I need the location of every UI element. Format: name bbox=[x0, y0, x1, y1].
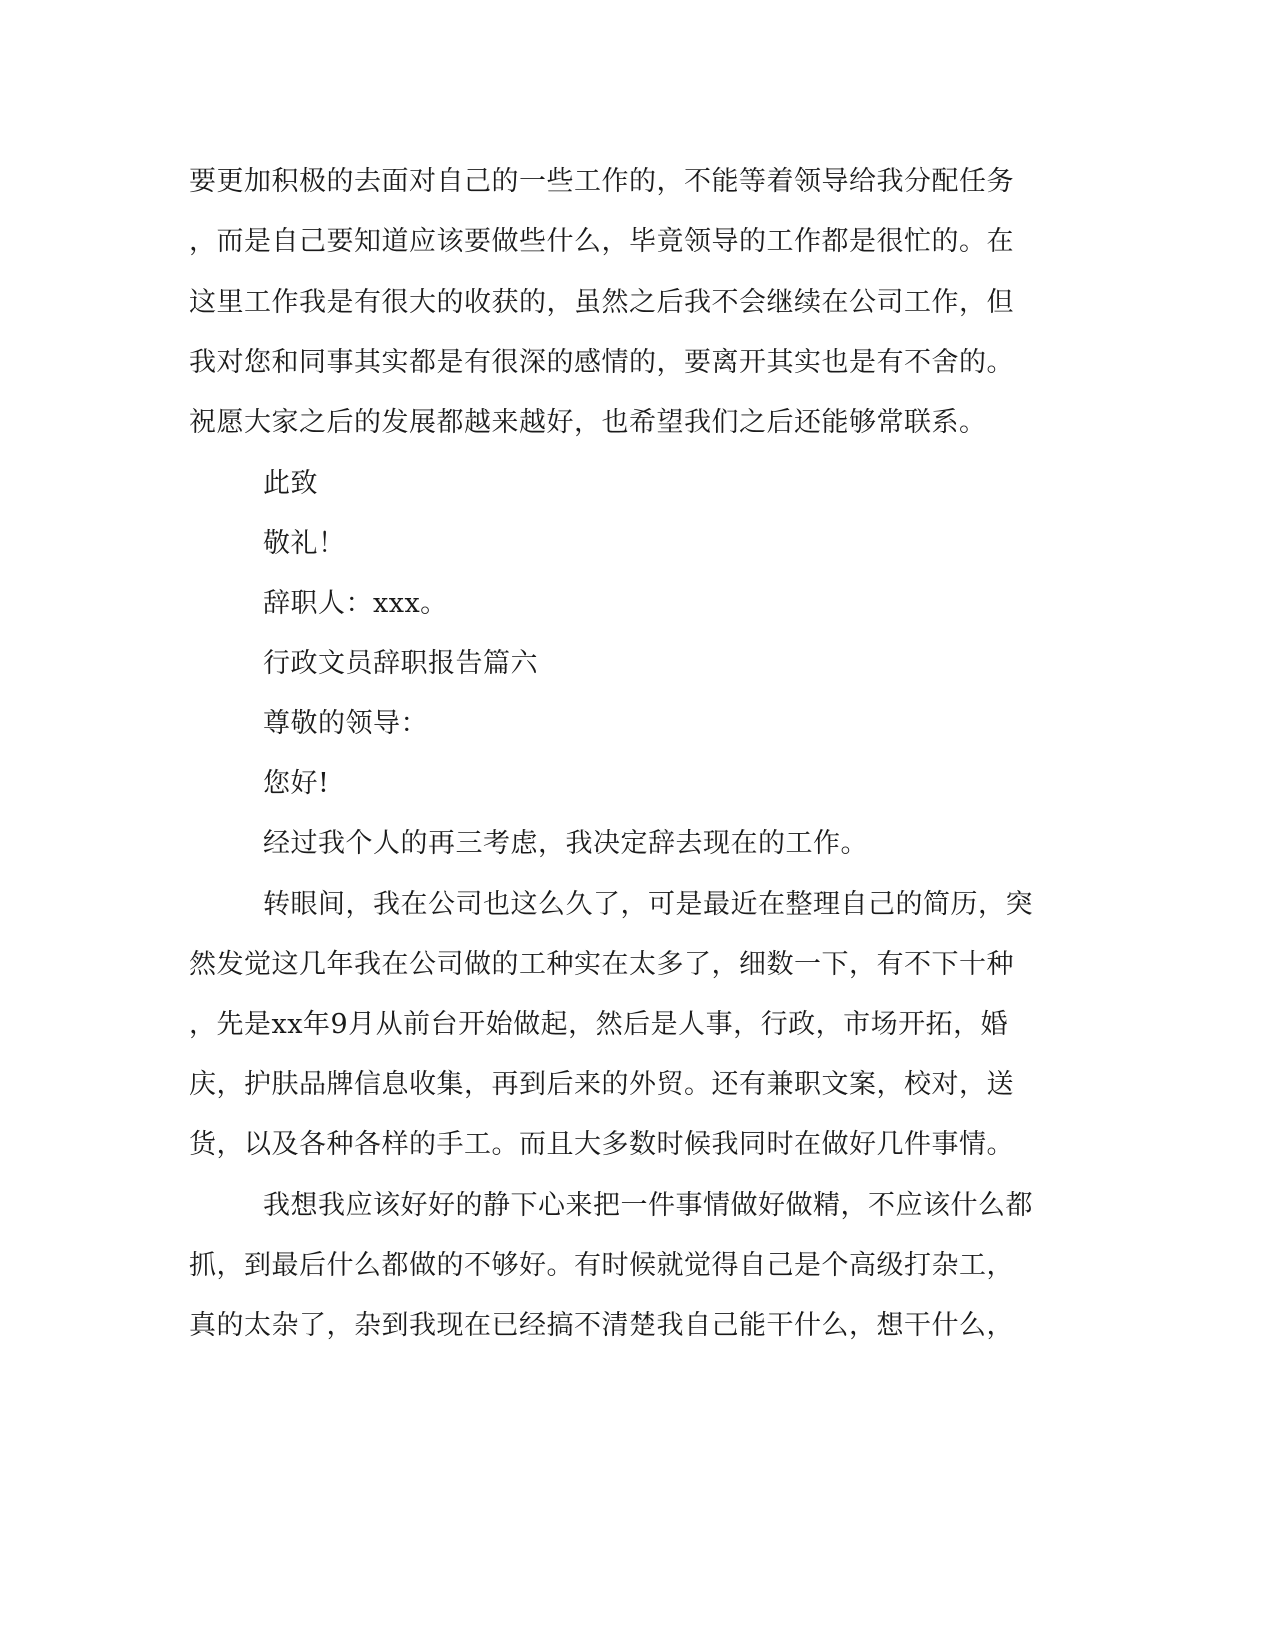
paragraph-line: 货，以及各种各样的手工。而且大多数时候我同时在做好几件事情。 bbox=[189, 1129, 1014, 1160]
paragraph-line: ，先是xx年9月从前台开始做起，然后是人事，行政，市场开拓，婚 bbox=[189, 1009, 1009, 1040]
paragraph-line: 经过我个人的再三考虑，我决定辞去现在的工作。 bbox=[263, 828, 868, 859]
paragraph-line: 庆，护肤品牌信息收集，再到后来的外贸。还有兼职文案，校对，送 bbox=[189, 1069, 1014, 1100]
greeting-recipient: 尊敬的领导： bbox=[263, 708, 428, 739]
paragraph-line: 转眼间，我在公司也这么久了，可是最近在整理自己的简历，突 bbox=[263, 889, 1033, 920]
signature-line: 辞职人：xxx。 bbox=[263, 588, 448, 619]
greeting: 您好! bbox=[263, 768, 330, 799]
closing-respect: 敬礼！ bbox=[263, 528, 346, 559]
paragraph-line: ，而是自己要知道应该要做些什么，毕竟领导的工作都是很忙的。在 bbox=[189, 226, 1014, 257]
paragraph-line: 然发觉这几年我在公司做的工种实在太多了，细数一下，有不下十种 bbox=[189, 949, 1014, 980]
paragraph-line: 我想我应该好好的静下心来把一件事情做好做精，不应该什么都 bbox=[263, 1190, 1033, 1221]
paragraph-line: 祝愿大家之后的发展都越来越好，也希望我们之后还能够常联系。 bbox=[189, 407, 987, 438]
paragraph-line: 真的太杂了，杂到我现在已经搞不清楚我自己能干什么，想干什么， bbox=[189, 1310, 1014, 1341]
paragraph-line: 要更加积极的去面对自己的一些工作的，不能等着领导给我分配任务 bbox=[189, 166, 1014, 197]
paragraph-line: 我对您和同事其实都是有很深的感情的，要离开其实也是有不舍的。 bbox=[189, 347, 1014, 378]
closing-salutation: 此致 bbox=[263, 468, 318, 499]
paragraph-line: 这里工作我是有很大的收获的，虽然之后我不会继续在公司工作，但 bbox=[189, 287, 1014, 318]
paragraph-line: 抓，到最后什么都做的不够好。有时候就觉得自己是个高级打杂工， bbox=[189, 1250, 1014, 1281]
section-title: 行政文员辞职报告篇六 bbox=[263, 648, 538, 679]
